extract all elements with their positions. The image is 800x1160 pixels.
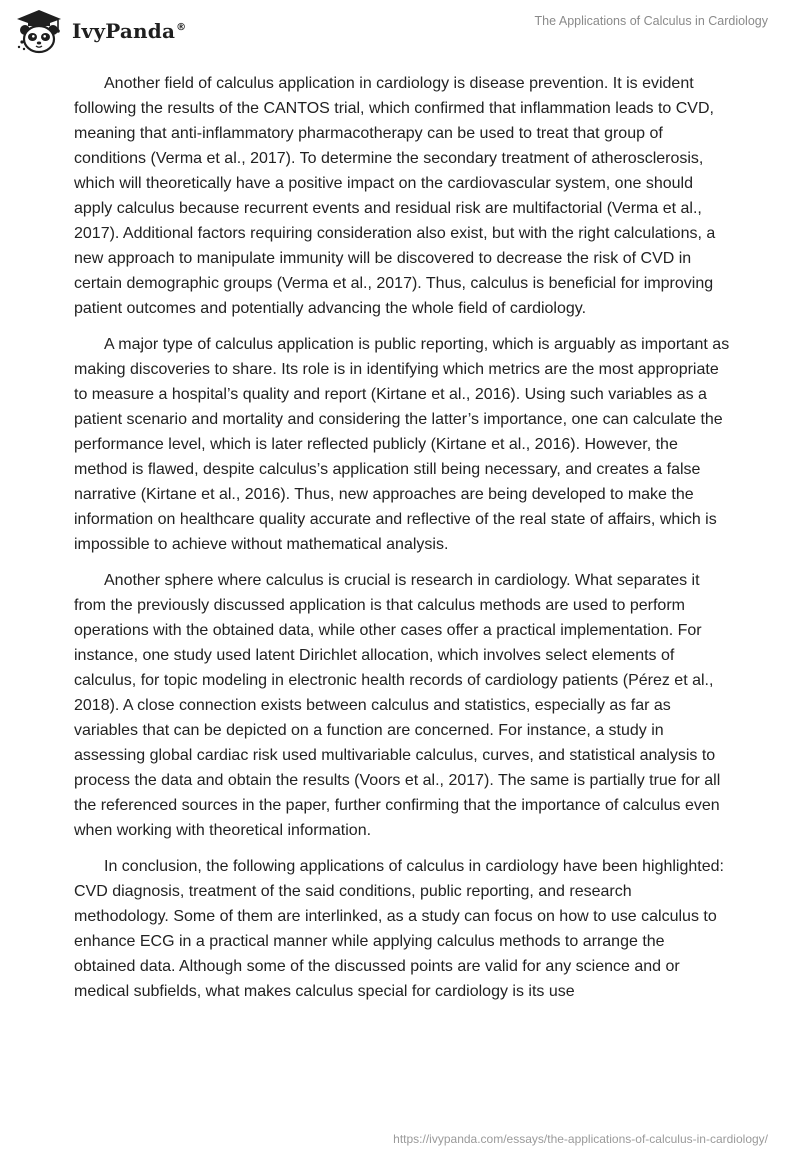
brand-name: IvyPanda® xyxy=(72,19,187,43)
registered-mark: ® xyxy=(176,22,187,34)
paragraph-public-reporting: A major type of calculus application is public reporting, which is arguably as important as making discoveries to share. Its role is in identifying which metrics are the most appropriate to measure a hospital’s quality and report (Kirtane et al., 2016). Using such variables as a patient scenario and mortality and considering the latter’s importance, one can calculate the performance level, which is later reflected publicly (Kirtane et al., 2016). However, the method is flawed, despite calculus’s application still being necessary, and creates a false narrative (Kirtane et al., 2016). Thus, new approaches are being developed to make the information on healthcare quality accurate and reflective of the real state of affairs, which is impossible to achieve without mathematical analysis. xyxy=(74,336,730,553)
page-header xyxy=(0,0,800,64)
panda-graduate-icon xyxy=(14,8,64,54)
source-url-link[interactable]: https://ivypanda.com/essays/the-applications-of-calculus-in-cardiology/ xyxy=(393,1132,768,1146)
ivypanda-logo[interactable] xyxy=(14,8,186,54)
paragraph-conclusion: In conclusion, the following applications of calculus in cardiology have been highlighted: CVD diagnosis, treatment of the said conditions, public reporting, and research methodology. Some of them are interlinked, as a study can focus on how to use calculus to enhance ECG in a practical manner while applying calculus methods to arrange the obtained data. Although some of the discussed points are valid for any science and or medical subfields, what makes calculus special for cardiology is its use xyxy=(74,858,724,1000)
essay-body xyxy=(74,71,730,1015)
document-title: The Applications of Calculus in Cardiology xyxy=(534,14,768,28)
paragraph-research: Another sphere where calculus is crucial is research in cardiology. What separates it from the previously discussed application is that calculus methods are used to perform operations with the obtained data, while other cases offer a practical implementation. For instance, one study used latent Dirichlet allocation, which involves select elements of calculus, for topic modeling in electronic health records of cardiology patients (Pérez et al., 2018). A close connection exists between calculus and statistics, especially as far as variables that can be depicted on a function are concerned. For instance, a study in assessing global cardiac risk used multivariable calculus, curves, and statistical analysis to process the data and obtain the results (Voors et al., 2017). The same is partially true for all the referenced sources in the paper, further confirming that the importance of calculus even when working with theoretical information. xyxy=(74,572,721,839)
paragraph-disease-prevention: Another field of calculus application in cardiology is disease prevention. It is evident following the results of the CANTOS trial, which confirmed that inflammation leads to CVD, meaning that anti-inflammatory pharmacotherapy can be used to treat that group of conditions (Verma et al., 2017). To determine the secondary treatment of atherosclerosis, which will theoretically have a positive impact on the cardiovascular system, one should apply calculus because recurrent events and residual risk are multifactorial (Verma et al., 2017). Additional factors requiring consideration also exist, but with the right calculations, a new approach to manipulate immunity will be discovered to decrease the risk of CVD in certain demographic groups (Verma et al., 2017). Thus, calculus is beneficial for improving patient outcomes and potentially advancing the whole field of cardiology. xyxy=(74,75,716,317)
